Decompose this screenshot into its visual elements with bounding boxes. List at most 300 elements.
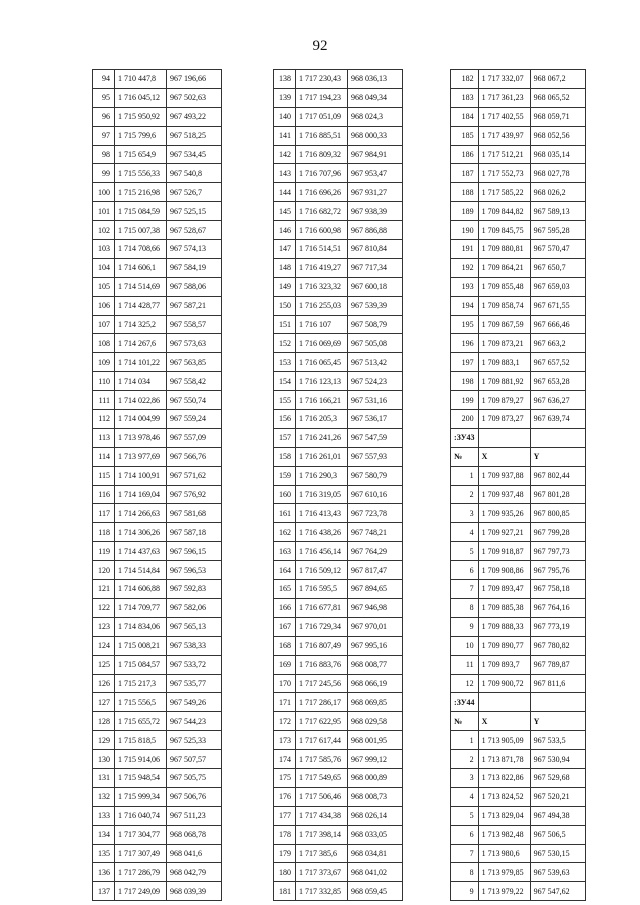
y-coordinate-cell: 967 764,29 xyxy=(348,542,403,561)
point-number-cell: 107 xyxy=(93,315,115,334)
x-coordinate-cell: 1 713 905,09 xyxy=(478,731,530,750)
y-coordinate-cell: 967 513,42 xyxy=(348,353,403,372)
y-coordinate-cell: 967 995,16 xyxy=(348,636,403,655)
x-coordinate-cell: 1 716 255,03 xyxy=(296,296,348,315)
table-row xyxy=(274,636,403,655)
x-coordinate-cell: 1 713 982,48 xyxy=(478,825,530,844)
point-number-cell: 162 xyxy=(274,523,296,542)
y-coordinate-cell: 967 581,68 xyxy=(167,504,222,523)
x-coordinate-cell: 1 716 205,3 xyxy=(296,410,348,429)
x-coordinate-cell: 1 709 867,59 xyxy=(478,315,530,334)
x-coordinate-cell: 1 716 419,27 xyxy=(296,258,348,277)
point-number-cell: 144 xyxy=(274,183,296,202)
point-number-cell: 6 xyxy=(451,825,479,844)
point-number-cell: 120 xyxy=(93,561,115,580)
table-row xyxy=(93,410,222,429)
table-row xyxy=(274,787,403,806)
y-coordinate-cell: 968 024,3 xyxy=(348,107,403,126)
point-number-cell: 131 xyxy=(93,768,115,787)
y-coordinate-cell: 967 526,7 xyxy=(167,183,222,202)
table-row xyxy=(451,391,586,410)
x-coordinate-cell: 1 716 600,98 xyxy=(296,221,348,240)
y-coordinate-cell: 968 059,71 xyxy=(530,107,585,126)
table-row xyxy=(451,485,586,504)
y-coordinate-cell: 967 525,15 xyxy=(167,202,222,221)
table-row xyxy=(274,598,403,617)
coordinates-table-column-2 xyxy=(273,69,403,901)
point-number-cell: 185 xyxy=(451,126,479,145)
table-row xyxy=(451,712,586,731)
point-number-cell: 179 xyxy=(274,844,296,863)
y-coordinate-cell: 967 565,13 xyxy=(167,617,222,636)
table-row xyxy=(93,712,222,731)
point-number-cell: 176 xyxy=(274,787,296,806)
point-number-cell: 128 xyxy=(93,712,115,731)
x-header: X xyxy=(478,447,530,466)
point-number-cell: 104 xyxy=(93,258,115,277)
y-coordinate-cell: 967 530,94 xyxy=(530,750,585,769)
point-number-cell: 3 xyxy=(451,504,479,523)
y-coordinate-cell: 967 580,79 xyxy=(348,466,403,485)
point-number-cell: 123 xyxy=(93,617,115,636)
y-coordinate-cell: 967 502,63 xyxy=(167,88,222,107)
y-coordinate-cell: 967 505,08 xyxy=(348,334,403,353)
point-number-cell: 141 xyxy=(274,126,296,145)
table-row xyxy=(451,882,586,901)
x-coordinate-cell: 1 715 216,98 xyxy=(115,183,167,202)
point-number-cell: 137 xyxy=(93,882,115,901)
table-row xyxy=(451,504,586,523)
table-row xyxy=(451,731,586,750)
table-row xyxy=(274,712,403,731)
x-coordinate-cell: 1 713 829,04 xyxy=(478,806,530,825)
point-number-cell: 94 xyxy=(93,70,115,89)
x-coordinate-cell: 1 717 304,77 xyxy=(115,825,167,844)
x-coordinate-cell: 1 717 332,85 xyxy=(296,882,348,901)
table-row xyxy=(451,353,586,372)
x-coordinate-cell: 1 717 245,56 xyxy=(296,674,348,693)
coordinates-table-column-1 xyxy=(92,69,222,901)
x-coordinate-cell: 1 717 512,21 xyxy=(478,145,530,164)
table-row xyxy=(451,466,586,485)
x-coordinate-cell: 1 716 729,34 xyxy=(296,617,348,636)
table-row xyxy=(451,107,586,126)
point-number-cell: 155 xyxy=(274,391,296,410)
table-row xyxy=(93,258,222,277)
table-row xyxy=(93,542,222,561)
y-coordinate-cell: 968 008,77 xyxy=(348,655,403,674)
empty-cell xyxy=(478,428,530,447)
y-coordinate-cell: 967 535,77 xyxy=(167,674,222,693)
point-number-cell: 6 xyxy=(451,561,479,580)
y-coordinate-cell: 967 533,72 xyxy=(167,655,222,674)
table-row xyxy=(274,88,403,107)
table-row xyxy=(274,107,403,126)
y-coordinate-cell: 967 511,23 xyxy=(167,806,222,825)
table-row xyxy=(451,296,586,315)
x-coordinate-cell: 1 709 908,86 xyxy=(478,561,530,580)
x-coordinate-cell: 1 709 864,21 xyxy=(478,258,530,277)
table-row xyxy=(93,296,222,315)
table-row xyxy=(451,617,586,636)
point-number-cell: 149 xyxy=(274,277,296,296)
point-number-cell: 3 xyxy=(451,768,479,787)
x-coordinate-cell: 1 717 051,09 xyxy=(296,107,348,126)
y-coordinate-cell: 967 663,2 xyxy=(530,334,585,353)
table-row xyxy=(274,410,403,429)
point-number-cell: 189 xyxy=(451,202,479,221)
x-coordinate-cell: 1 716 069,69 xyxy=(296,334,348,353)
y-coordinate-cell: 967 723,78 xyxy=(348,504,403,523)
x-coordinate-cell: 1 715 799,6 xyxy=(115,126,167,145)
x-coordinate-cell: 1 717 434,38 xyxy=(296,806,348,825)
x-coordinate-cell: 1 714 514,69 xyxy=(115,277,167,296)
point-number-cell: 103 xyxy=(93,240,115,259)
table-row xyxy=(274,70,403,89)
point-number-cell: 159 xyxy=(274,466,296,485)
y-coordinate-cell: 967 797,73 xyxy=(530,542,585,561)
table-row xyxy=(274,315,403,334)
table-row xyxy=(451,787,586,806)
empty-cell xyxy=(530,693,585,712)
point-number-cell: 101 xyxy=(93,202,115,221)
x-coordinate-cell: 1 716 045,12 xyxy=(115,88,167,107)
point-number-cell: 117 xyxy=(93,504,115,523)
point-number-cell: 124 xyxy=(93,636,115,655)
y-coordinate-cell: 967 894,65 xyxy=(348,580,403,599)
table-row xyxy=(93,485,222,504)
point-number-cell: 145 xyxy=(274,202,296,221)
point-number-cell: 9 xyxy=(451,617,479,636)
y-coordinate-cell: 968 067,2 xyxy=(530,70,585,89)
table-row xyxy=(274,806,403,825)
x-coordinate-cell: 1 716 040,74 xyxy=(115,806,167,825)
x-coordinate-cell: 1 714 708,66 xyxy=(115,240,167,259)
point-number-cell: 191 xyxy=(451,240,479,259)
table-row xyxy=(93,428,222,447)
table-row xyxy=(274,655,403,674)
y-coordinate-cell: 967 748,21 xyxy=(348,523,403,542)
x-coordinate-cell: 1 709 873,21 xyxy=(478,334,530,353)
point-number-cell: 161 xyxy=(274,504,296,523)
x-coordinate-cell: 1 717 439,97 xyxy=(478,126,530,145)
x-coordinate-cell: 1 709 858,74 xyxy=(478,296,530,315)
table-row xyxy=(274,882,403,901)
y-coordinate-cell: 968 059,45 xyxy=(348,882,403,901)
y-coordinate-cell: 968 049,34 xyxy=(348,88,403,107)
table-row xyxy=(93,277,222,296)
table-row xyxy=(451,88,586,107)
table-row xyxy=(274,542,403,561)
table-row xyxy=(93,145,222,164)
y-coordinate-cell: 967 566,76 xyxy=(167,447,222,466)
point-number-cell: 169 xyxy=(274,655,296,674)
empty-cell xyxy=(530,428,585,447)
y-coordinate-cell: 968 069,85 xyxy=(348,693,403,712)
y-coordinate-cell: 968 065,52 xyxy=(530,88,585,107)
point-number-cell: 170 xyxy=(274,674,296,693)
x-coordinate-cell: 1 714 428,77 xyxy=(115,296,167,315)
y-coordinate-cell: 967 953,47 xyxy=(348,164,403,183)
table-row xyxy=(451,70,586,89)
y-coordinate-cell: 967 533,5 xyxy=(530,731,585,750)
table-row xyxy=(274,334,403,353)
point-number-cell: 188 xyxy=(451,183,479,202)
x-coordinate-cell: 1 709 883,1 xyxy=(478,353,530,372)
table-row xyxy=(274,523,403,542)
y-coordinate-cell: 967 196,66 xyxy=(167,70,222,89)
x-coordinate-cell: 1 716 682,72 xyxy=(296,202,348,221)
x-coordinate-cell: 1 709 880,81 xyxy=(478,240,530,259)
x-coordinate-cell: 1 715 084,57 xyxy=(115,655,167,674)
table-row xyxy=(274,145,403,164)
point-number-cell: 138 xyxy=(274,70,296,89)
x-coordinate-cell: 1 717 286,17 xyxy=(296,693,348,712)
y-coordinate-cell: 968 052,56 xyxy=(530,126,585,145)
table-row xyxy=(451,334,586,353)
x-coordinate-cell: 1 715 217,3 xyxy=(115,674,167,693)
point-number-cell: 197 xyxy=(451,353,479,372)
table-row xyxy=(451,655,586,674)
y-coordinate-cell: 967 671,55 xyxy=(530,296,585,315)
point-number-cell: 97 xyxy=(93,126,115,145)
y-coordinate-cell: 967 659,03 xyxy=(530,277,585,296)
y-coordinate-cell: 967 571,62 xyxy=(167,466,222,485)
x-coordinate-cell: 1 716 107 xyxy=(296,315,348,334)
table-row xyxy=(274,221,403,240)
table-row xyxy=(274,296,403,315)
table-row xyxy=(93,806,222,825)
x-coordinate-cell: 1 717 249,09 xyxy=(115,882,167,901)
table-row xyxy=(274,240,403,259)
page-number: 92 xyxy=(312,38,328,54)
table-row xyxy=(274,202,403,221)
x-coordinate-cell: 1 714 169,04 xyxy=(115,485,167,504)
x-coordinate-cell: 1 717 230,43 xyxy=(296,70,348,89)
table-row xyxy=(451,750,586,769)
x-coordinate-cell: 1 716 323,32 xyxy=(296,277,348,296)
y-coordinate-cell: 967 587,21 xyxy=(167,296,222,315)
y-coordinate-cell: 967 539,63 xyxy=(530,863,585,882)
table-row xyxy=(451,693,586,712)
table-row xyxy=(451,768,586,787)
point-number-cell: 7 xyxy=(451,844,479,863)
table-row xyxy=(93,844,222,863)
x-coordinate-cell: 1 717 385,6 xyxy=(296,844,348,863)
point-number-cell: 153 xyxy=(274,353,296,372)
x-coordinate-cell: 1 713 978,46 xyxy=(115,428,167,447)
y-coordinate-cell: 967 886,88 xyxy=(348,221,403,240)
point-number-cell: 4 xyxy=(451,787,479,806)
y-coordinate-cell: 967 589,13 xyxy=(530,202,585,221)
x-coordinate-cell: 1 714 709,77 xyxy=(115,598,167,617)
y-coordinate-cell: 967 595,28 xyxy=(530,221,585,240)
point-number-cell: 9 xyxy=(451,882,479,901)
y-header: Y xyxy=(530,447,585,466)
point-number-cell: 5 xyxy=(451,806,479,825)
y-coordinate-cell: 968 000,33 xyxy=(348,126,403,145)
x-coordinate-cell: 1 709 893,7 xyxy=(478,655,530,674)
y-coordinate-cell: 967 764,16 xyxy=(530,598,585,617)
y-coordinate-cell: 968 029,58 xyxy=(348,712,403,731)
table-row xyxy=(274,485,403,504)
x-coordinate-cell: 1 716 809,32 xyxy=(296,145,348,164)
point-number-cell: 199 xyxy=(451,391,479,410)
x-coordinate-cell: 1 709 890,77 xyxy=(478,636,530,655)
x-coordinate-cell: 1 714 325,2 xyxy=(115,315,167,334)
x-coordinate-cell: 1 716 413,43 xyxy=(296,504,348,523)
y-coordinate-cell: 968 026,2 xyxy=(530,183,585,202)
y-coordinate-cell: 968 039,39 xyxy=(167,882,222,901)
table-row xyxy=(274,391,403,410)
y-coordinate-cell: 967 528,67 xyxy=(167,221,222,240)
y-coordinate-cell: 967 811,6 xyxy=(530,674,585,693)
point-number-cell: 126 xyxy=(93,674,115,693)
point-number-cell: 7 xyxy=(451,580,479,599)
table-row xyxy=(451,844,586,863)
x-coordinate-cell: 1 715 914,06 xyxy=(115,750,167,769)
point-number-cell: 172 xyxy=(274,712,296,731)
y-coordinate-cell: 967 576,92 xyxy=(167,485,222,504)
y-coordinate-cell: 967 530,15 xyxy=(530,844,585,863)
y-coordinate-cell: 967 817,47 xyxy=(348,561,403,580)
point-number-cell: 115 xyxy=(93,466,115,485)
table-row xyxy=(93,372,222,391)
x-coordinate-cell: 1 714 834,06 xyxy=(115,617,167,636)
y-coordinate-cell: 967 547,62 xyxy=(530,882,585,901)
point-number-cell: 192 xyxy=(451,258,479,277)
point-number-cell: 150 xyxy=(274,296,296,315)
x-coordinate-cell: 1 715 008,21 xyxy=(115,636,167,655)
table-row xyxy=(93,353,222,372)
table-row xyxy=(274,353,403,372)
y-header: Y xyxy=(530,712,585,731)
point-number-cell: 180 xyxy=(274,863,296,882)
y-coordinate-cell: 967 544,23 xyxy=(167,712,222,731)
point-number-cell: 148 xyxy=(274,258,296,277)
point-number-cell: 110 xyxy=(93,372,115,391)
y-coordinate-cell: 967 525,33 xyxy=(167,731,222,750)
y-coordinate-cell: 967 582,06 xyxy=(167,598,222,617)
table-row xyxy=(451,410,586,429)
y-coordinate-cell: 967 574,13 xyxy=(167,240,222,259)
table-row xyxy=(93,863,222,882)
y-coordinate-cell: 967 946,98 xyxy=(348,598,403,617)
y-coordinate-cell: 967 596,15 xyxy=(167,542,222,561)
point-number-cell: 168 xyxy=(274,636,296,655)
table-row xyxy=(451,183,586,202)
table-row xyxy=(93,561,222,580)
table-row xyxy=(451,561,586,580)
y-coordinate-cell: 967 557,93 xyxy=(348,447,403,466)
number-header: № xyxy=(451,447,479,466)
y-coordinate-cell: 967 717,34 xyxy=(348,258,403,277)
x-coordinate-cell: 1 709 893,47 xyxy=(478,580,530,599)
y-coordinate-cell: 967 773,19 xyxy=(530,617,585,636)
table-row xyxy=(274,466,403,485)
point-number-cell: 157 xyxy=(274,428,296,447)
table-row xyxy=(274,863,403,882)
table-row xyxy=(451,164,586,183)
x-coordinate-cell: 1 717 286,79 xyxy=(115,863,167,882)
y-coordinate-cell: 967 540,8 xyxy=(167,164,222,183)
x-coordinate-cell: 1 717 402,55 xyxy=(478,107,530,126)
x-coordinate-cell: 1 715 084,59 xyxy=(115,202,167,221)
y-coordinate-cell: 967 534,45 xyxy=(167,145,222,164)
coordinates-table-column-3 xyxy=(450,69,586,901)
point-number-cell: 200 xyxy=(451,410,479,429)
x-coordinate-cell: 1 709 937,88 xyxy=(478,466,530,485)
y-coordinate-cell: 967 536,17 xyxy=(348,410,403,429)
x-coordinate-cell: 1 709 845,75 xyxy=(478,221,530,240)
y-coordinate-cell: 967 592,83 xyxy=(167,580,222,599)
point-number-cell: 96 xyxy=(93,107,115,126)
point-number-cell: 184 xyxy=(451,107,479,126)
x-coordinate-cell: 1 716 707,96 xyxy=(296,164,348,183)
table-row xyxy=(93,391,222,410)
table-row xyxy=(274,750,403,769)
y-coordinate-cell: 967 506,5 xyxy=(530,825,585,844)
point-number-cell: 166 xyxy=(274,598,296,617)
x-coordinate-cell: 1 713 824,52 xyxy=(478,787,530,806)
point-number-cell: 182 xyxy=(451,70,479,89)
table-row xyxy=(93,655,222,674)
table-row xyxy=(93,126,222,145)
point-number-cell: 178 xyxy=(274,825,296,844)
table-row xyxy=(451,240,586,259)
y-coordinate-cell: 968 066,19 xyxy=(348,674,403,693)
x-coordinate-cell: 1 713 871,78 xyxy=(478,750,530,769)
y-coordinate-cell: 967 984,91 xyxy=(348,145,403,164)
point-number-cell: 1 xyxy=(451,731,479,750)
table-row xyxy=(93,523,222,542)
y-coordinate-cell: 967 636,27 xyxy=(530,391,585,410)
x-coordinate-cell: 1 716 456,14 xyxy=(296,542,348,561)
table-row xyxy=(451,126,586,145)
point-number-cell: 183 xyxy=(451,88,479,107)
point-number-cell: 190 xyxy=(451,221,479,240)
point-number-cell: 198 xyxy=(451,372,479,391)
table-row xyxy=(274,183,403,202)
x-coordinate-cell: 1 709 888,33 xyxy=(478,617,530,636)
y-coordinate-cell: 967 507,57 xyxy=(167,750,222,769)
table-row xyxy=(274,768,403,787)
x-coordinate-cell: 1 715 950,92 xyxy=(115,107,167,126)
point-number-cell: 116 xyxy=(93,485,115,504)
y-coordinate-cell: 967 573,63 xyxy=(167,334,222,353)
point-number-cell: 164 xyxy=(274,561,296,580)
table-row xyxy=(451,542,586,561)
table-row xyxy=(451,636,586,655)
table-row xyxy=(274,258,403,277)
point-number-cell: 187 xyxy=(451,164,479,183)
y-coordinate-cell: 967 547,59 xyxy=(348,428,403,447)
point-number-cell: 143 xyxy=(274,164,296,183)
table-row xyxy=(93,731,222,750)
table-row xyxy=(93,221,222,240)
y-coordinate-cell: 967 596,53 xyxy=(167,561,222,580)
y-coordinate-cell: 967 563,85 xyxy=(167,353,222,372)
y-coordinate-cell: 967 800,85 xyxy=(530,504,585,523)
point-number-cell: 11 xyxy=(451,655,479,674)
x-coordinate-cell: 1 716 166,21 xyxy=(296,391,348,410)
point-number-cell: 167 xyxy=(274,617,296,636)
point-number-cell: 163 xyxy=(274,542,296,561)
point-number-cell: 136 xyxy=(93,863,115,882)
x-coordinate-cell: 1 714 100,91 xyxy=(115,466,167,485)
point-number-cell: 100 xyxy=(93,183,115,202)
y-coordinate-cell: 967 650,7 xyxy=(530,258,585,277)
